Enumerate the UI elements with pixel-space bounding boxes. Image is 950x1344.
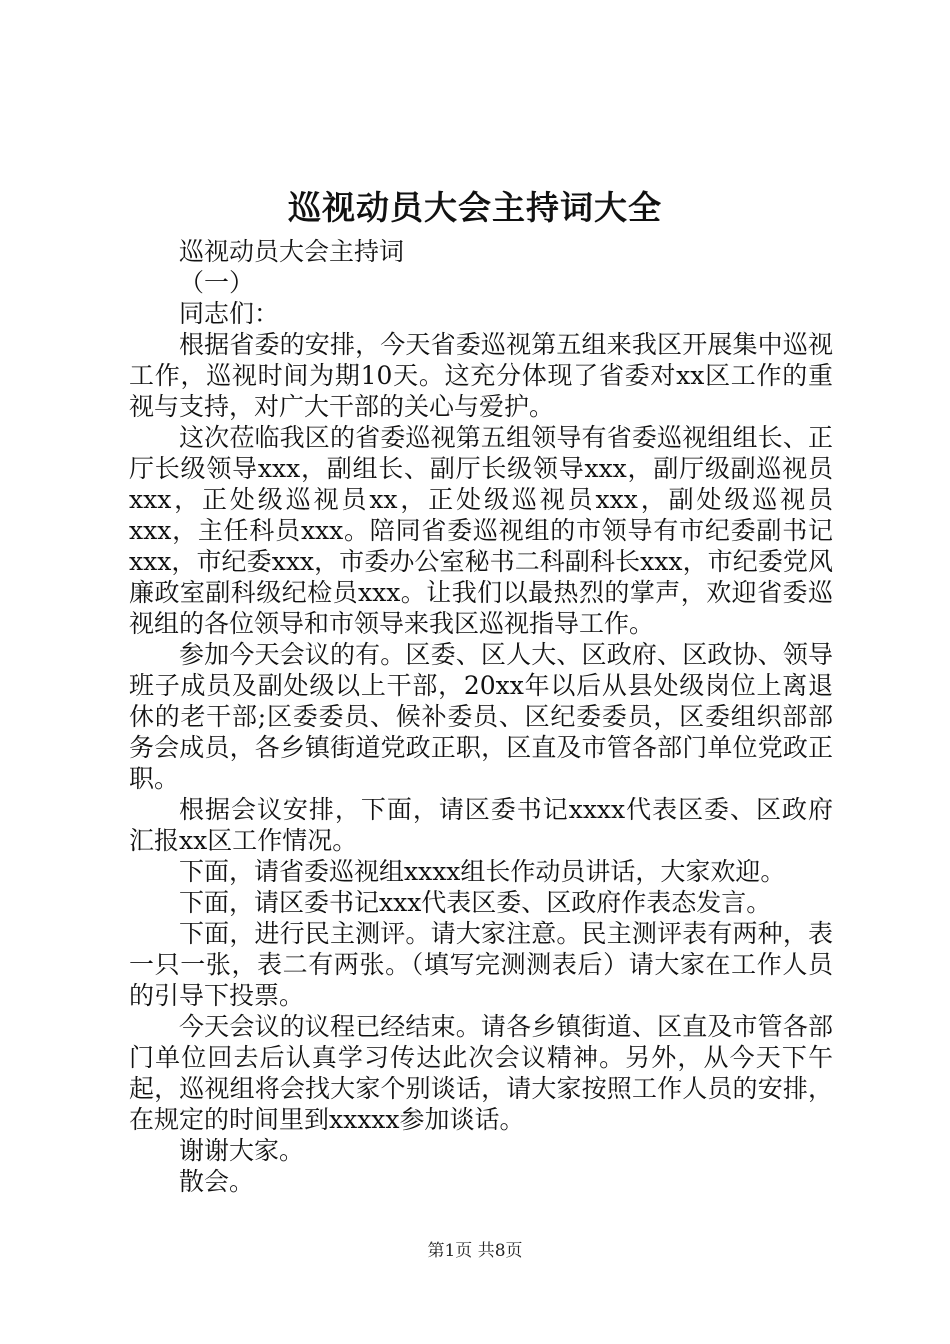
paragraph: 根据省委的安排，今天省委巡视第五组来我区开展集中巡视工作，巡视时间为期10天。这充分体现了省委对xx区工作的重视与支持，对广大干部的关心与爱护。 [129,330,833,421]
section-heading: 巡视动员大会主持词 [179,237,405,266]
paragraph: 下面，请区委书记xxx代表区委、区政府作表态发言。 [179,888,772,917]
closing-adjourn: 散会。 [179,1167,255,1196]
paragraph: 下面，请省委巡视组xxxx组长作动员讲话，大家欢迎。 [179,857,786,886]
paragraph: 下面，进行民主测评。请大家注意。民主测评表有两种，表一只一张，表二有两张。（填写完测测表后）请大家在工作人员的引导下投票。 [129,919,833,1010]
paragraph: 这次莅临我区的省委巡视第五组领导有省委巡视组组长、正厅长级领导xxx，副组长、副厅长级领导xxx，副厅级副巡视员xxx，正处级巡视员xx，正处级巡视员xxx，副处级巡视员xxx，主任科员xxx。陪同省委巡视组的市领导有市纪委副书记xxx，市纪委xxx，市委办公室秘书二科副科长xxx，市纪委党风廉政室副科级纪检员xxx。让我们以最热烈的掌声，欢迎省委巡视组的各位领导和市领导来我区巡视指导工作。 [129,423,833,638]
paragraph: 参加今天会议的有。区委、区人大、区政府、区政协、领导班子成员及副处级以上干部，20xx年以后从县处级岗位上离退休的老干部;区委委员、候补委员、区纪委委员，区委组织部部务会成员，各乡镇街道党政正职，区直及市管各部门单位党政正职。 [129,640,833,793]
paragraph: 今天会议的议程已经结束。请各乡镇街道、区直及市管各部门单位回去后认真学习传达此次会议精神。另外，从今天下午起，巡视组将会找大家个别谈话，请大家按照工作人员的安排，在规定的时间里到xxxxx参加谈话。 [129,1012,833,1134]
paragraph: 根据会议安排，下面，请区委书记xxxx代表区委、区政府汇报xx区工作情况。 [129,795,833,855]
document-body [129,236,833,1197]
section-number: （一） [179,268,255,297]
document-title: 巡视动员大会主持词大全 [288,188,662,227]
page-footer: 第1页 共8页 [427,1241,523,1261]
salutation: 同志们： [179,299,280,328]
closing-thanks: 谢谢大家。 [179,1136,305,1165]
